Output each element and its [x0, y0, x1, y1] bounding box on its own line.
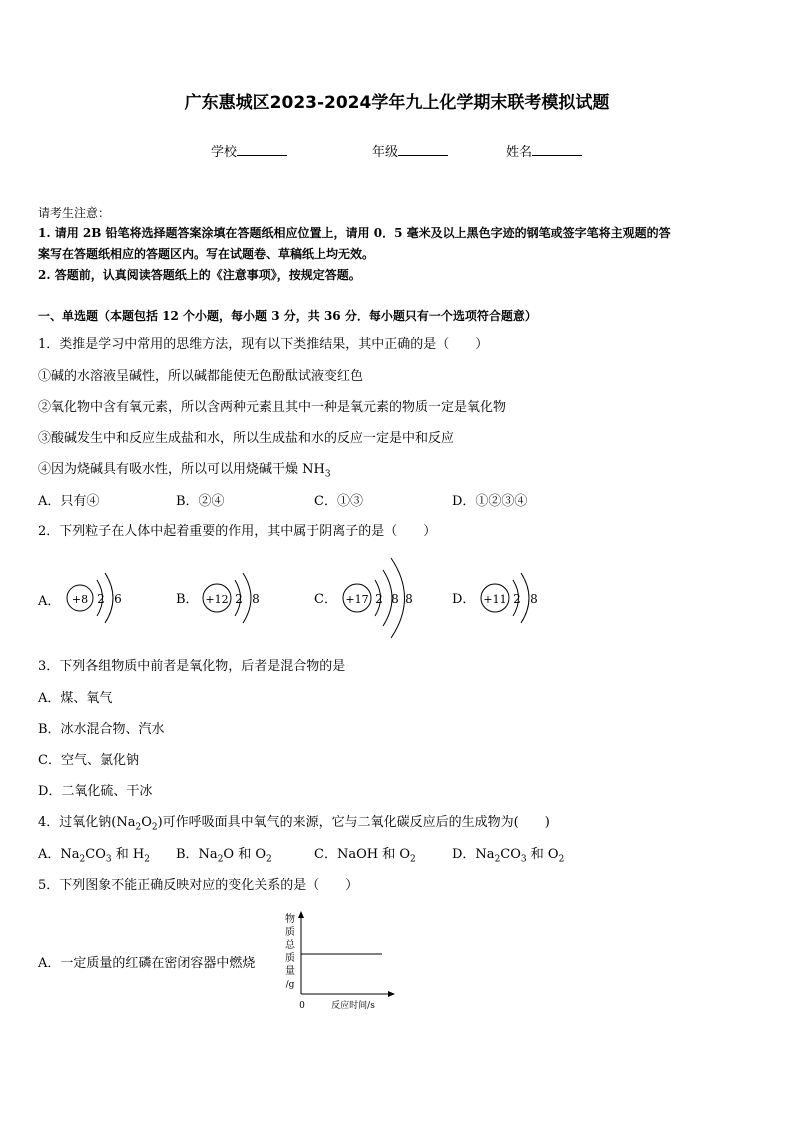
q3-stem: 3．下列各组物质中前者是氧化物，后者是混合物的是	[38, 659, 346, 674]
q5-graph	[280, 908, 400, 1014]
subscript: 2	[266, 854, 272, 865]
electron-shell-arc	[243, 573, 251, 623]
notice-item-2: 2. 答题前，认真阅读答题纸上的《注意事项》，按规定答题。	[38, 268, 361, 282]
q1-stem: 1．类推是学习中常用的思维方法，现有以下类推结果，其中正确的是（ ）	[38, 337, 489, 352]
graph-origin-label: 0	[299, 1001, 305, 1011]
q2-atom-c-shell-2: 8	[391, 592, 399, 606]
q3-option-d[interactable]: D．二氧化硫、干冰	[38, 784, 153, 799]
subscript: 2	[79, 854, 86, 865]
subscript: 2	[558, 854, 565, 865]
q5-option-a[interactable]: A．一定质量的红磷在密闭容器中燃烧	[38, 956, 256, 971]
q4-option-a-text: CO	[85, 847, 106, 862]
q2-atom-a-nucleus: +8	[71, 593, 89, 606]
q4-option-a[interactable]	[38, 843, 150, 865]
q4-option-d[interactable]	[452, 843, 564, 865]
q2-atom-a-diagram[interactable]	[64, 562, 134, 634]
q2-atom-d-shell-1: 2	[513, 592, 521, 606]
grade-field[interactable]	[372, 141, 448, 160]
q4-stem-part: )可作呼吸面具中氧气的来源，它与二氧化碳反应后的生成物为( )	[157, 815, 550, 830]
subscript: 2	[494, 854, 501, 865]
graph-ylabel-char: 量	[285, 966, 295, 977]
q1-statement-4-text: ④因为烧碱具有吸水性，所以可以用烧碱干燥 NH	[38, 462, 325, 477]
graph-xlabel: 反应时间/s	[331, 1001, 375, 1011]
q1-statement-3: ③酸碱发生中和反应生成盐和水，所以生成盐和水的反应一定是中和反应	[38, 431, 455, 446]
q1-statement-4	[38, 458, 331, 480]
q2-option-a-label[interactable]: A．	[38, 594, 61, 609]
q4-option-d-text: 和 O	[526, 847, 559, 862]
q1-option-a[interactable]: A．只有④	[38, 494, 100, 509]
q2-atom-d-nucleus: +11	[483, 593, 507, 606]
school-blank[interactable]	[237, 143, 287, 156]
q4-option-b[interactable]	[176, 843, 272, 865]
q3-option-b[interactable]: B．冰水混合物、汽水	[38, 722, 165, 737]
subscript: 2	[410, 854, 416, 865]
page-title: 广东惠城区2023-2024学年九上化学期末联考模拟试题	[184, 93, 610, 113]
grade-label: 年级	[372, 145, 399, 160]
q2-atom-a-shell-2: 6	[114, 592, 122, 606]
name-label: 姓名	[506, 145, 533, 160]
q2-atom-a-shell-1: 2	[97, 592, 105, 606]
name-field[interactable]	[506, 141, 582, 160]
q1-option-c[interactable]: C．①③	[314, 494, 363, 509]
graph-y-arrow	[298, 911, 304, 918]
notice-item-1-line-2: 案写在答题纸相应的答题区内。写在试题卷、草稿纸上均无效。	[38, 247, 375, 261]
q1-statement-2: ②氧化物中含有氧元素，所以含两种元素且其中一种是氧元素的物质一定是氧化物	[38, 400, 507, 415]
graph-ylabel-char: 物	[285, 914, 295, 925]
q2-option-c-label[interactable]: C．	[314, 592, 337, 607]
q4-stem	[38, 811, 550, 833]
graph-ylabel-char: 质	[285, 927, 295, 938]
q4-option-d-text: CO	[500, 847, 521, 862]
school-label: 学校	[211, 145, 238, 160]
q2-atom-d-diagram[interactable]	[478, 562, 548, 634]
school-field[interactable]	[211, 141, 287, 160]
graph-ylabel-char: 质	[285, 953, 295, 964]
subscript: 2	[217, 854, 224, 865]
subscript: 3	[105, 854, 112, 865]
q2-option-b-label[interactable]: B．	[176, 592, 199, 607]
q2-atom-b-diagram[interactable]	[200, 562, 270, 634]
q2-atom-b-shell-2: 8	[252, 592, 260, 606]
q4-option-b-text: B．Na	[176, 847, 218, 862]
electron-shell-arc	[521, 573, 529, 623]
q4-option-b-text: O 和 O	[223, 847, 267, 862]
q3-option-a[interactable]: A．煤、氧气	[38, 691, 113, 706]
q2-atom-b-shell-1: 2	[235, 592, 243, 606]
q4-option-c[interactable]	[314, 843, 416, 865]
grade-blank[interactable]	[398, 143, 448, 156]
q2-stem: 2．下列粒子在人体中起着重要的作用，其中属于阴离子的是（ ）	[38, 524, 437, 539]
q4-stem-subscript: 2	[135, 822, 142, 833]
graph-ylabel-char: 总	[285, 940, 295, 951]
q2-atom-c-diagram[interactable]	[340, 550, 420, 646]
q2-atom-d-shell-2: 8	[530, 592, 538, 606]
notice-heading: 请考生注意：	[38, 206, 111, 220]
q4-stem-part: 4．过氧化钠(Na	[38, 815, 136, 830]
q4-option-c-text: C．NaOH 和 O	[314, 847, 410, 862]
subscript: 3	[520, 854, 527, 865]
name-blank[interactable]	[532, 143, 582, 156]
q2-atom-b-nucleus: +12	[205, 593, 229, 606]
q2-atom-c-shell-3: 8	[405, 592, 413, 606]
q4-option-a-text: A．Na	[38, 847, 80, 862]
q4-stem-part: O	[141, 815, 152, 830]
q2-atom-c-shell-1: 2	[375, 592, 383, 606]
q4-option-d-text: D．Na	[452, 847, 495, 862]
q4-option-a-text: 和 H	[111, 847, 145, 862]
q5-stem: 5．下列图象不能正确反映对应的变化关系的是（ ）	[38, 878, 359, 893]
q1-option-b[interactable]: B．②④	[176, 494, 225, 509]
electron-shell-arc	[105, 573, 113, 623]
graph-x-arrow	[388, 991, 395, 997]
subscript: 2	[144, 854, 150, 865]
q1-statement-1: ①碱的水溶液呈碱性，所以碱都能使无色酚酞试液变红色	[38, 369, 364, 384]
q2-option-d-label[interactable]: D．	[452, 592, 476, 607]
notice-item-1-line-1: 1. 请用 2B 铅笔将选择题答案涂填在答题纸相应位置上，请用 0．5 毫米及以上黑色字迹的钢笔或签字笔将主观题的答	[38, 226, 671, 240]
q3-option-c[interactable]: C．空气、氯化钠	[38, 753, 139, 768]
graph-ylabel-char: /g	[285, 980, 295, 990]
q1-option-d[interactable]: D．①②③④	[452, 494, 528, 509]
q1-statement-4-subscript: 3	[324, 469, 331, 480]
section-heading: 一、单选题（本题包括 12 个小题，每小题 3 分，共 36 分．每小题只有一个选项符合题意）	[38, 309, 537, 323]
q4-stem-subscript: 2	[151, 822, 158, 833]
q2-atom-c-nucleus: +17	[345, 593, 369, 606]
